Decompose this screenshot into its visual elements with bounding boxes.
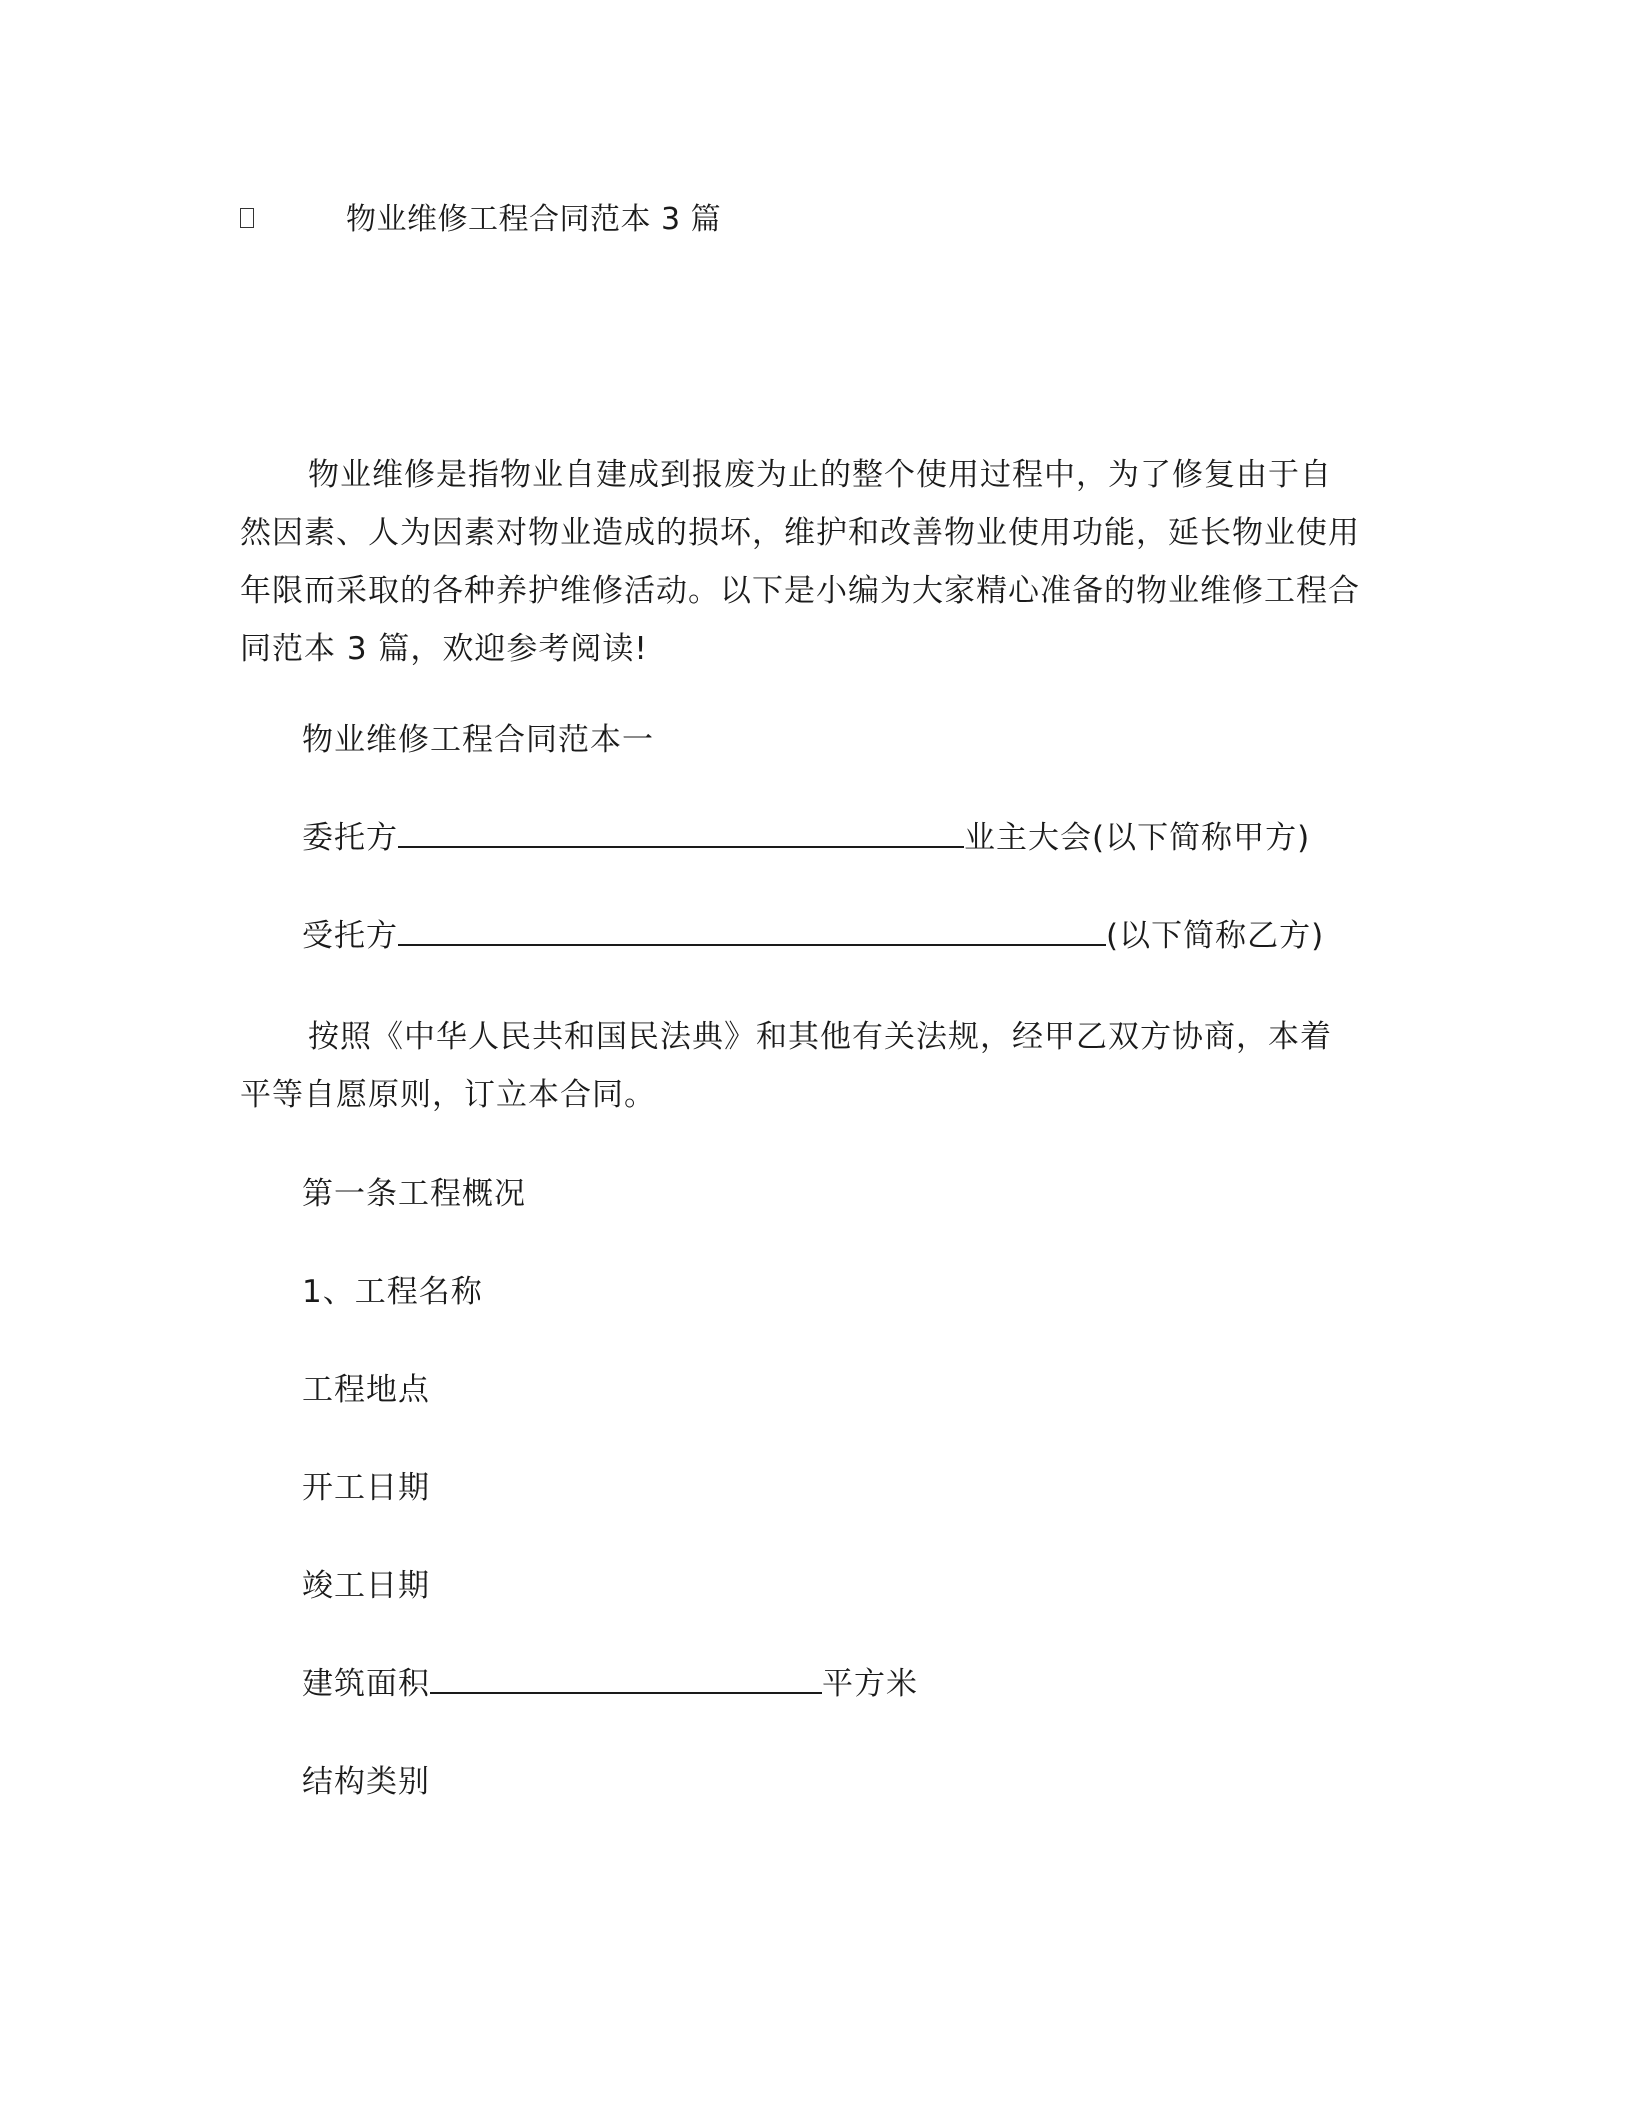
placeholder-box-icon (240, 208, 254, 228)
start-date-item: 开工日期 (302, 1470, 430, 1506)
intro-paragraph: 物业维修是指物业自建成到报废为止的整个使用过程中，为了修复由于自然因素、人为因素对物业造成的损坏，维护和改善物业使用功能，延长物业使用年限而采取的各种养护维修活动。以下是小编为大家精心准备的物业维修工程合同范本 3 篇，欢迎参考阅读! (240, 457, 1360, 667)
document-title: 物业维修工程合同范本 3 篇 (346, 202, 722, 237)
document-title-row (240, 196, 721, 236)
structure-type-item: 结构类别 (302, 1764, 430, 1800)
party-b-blank (398, 914, 1106, 946)
building-area-unit: 平方米 (822, 1666, 918, 1702)
building-area-line (302, 1662, 918, 1706)
party-a-blank (398, 816, 964, 848)
building-area-blank (430, 1662, 822, 1694)
project-name-item: 1、工程名称 (302, 1274, 483, 1310)
section-heading: 物业维修工程合同范本一 (302, 722, 654, 758)
party-a-suffix: 业主大会(以下简称甲方) (964, 820, 1311, 856)
party-b-label: 受托方 (302, 918, 398, 954)
party-a-label: 委托方 (302, 820, 398, 856)
party-a-line (302, 816, 1310, 860)
article-1-title: 第一条工程概况 (302, 1176, 526, 1212)
completion-date-item: 竣工日期 (302, 1568, 430, 1604)
preamble-paragraph: 按照《中华人民共和国民法典》和其他有关法规，经甲乙双方协商，本着平等自愿原则，订立本合同。 (240, 1019, 1332, 1113)
project-location-item: 工程地点 (302, 1372, 430, 1408)
building-area-label: 建筑面积 (302, 1666, 430, 1702)
party-b-line (302, 914, 1324, 958)
party-b-suffix: (以下简称乙方) (1106, 918, 1325, 954)
